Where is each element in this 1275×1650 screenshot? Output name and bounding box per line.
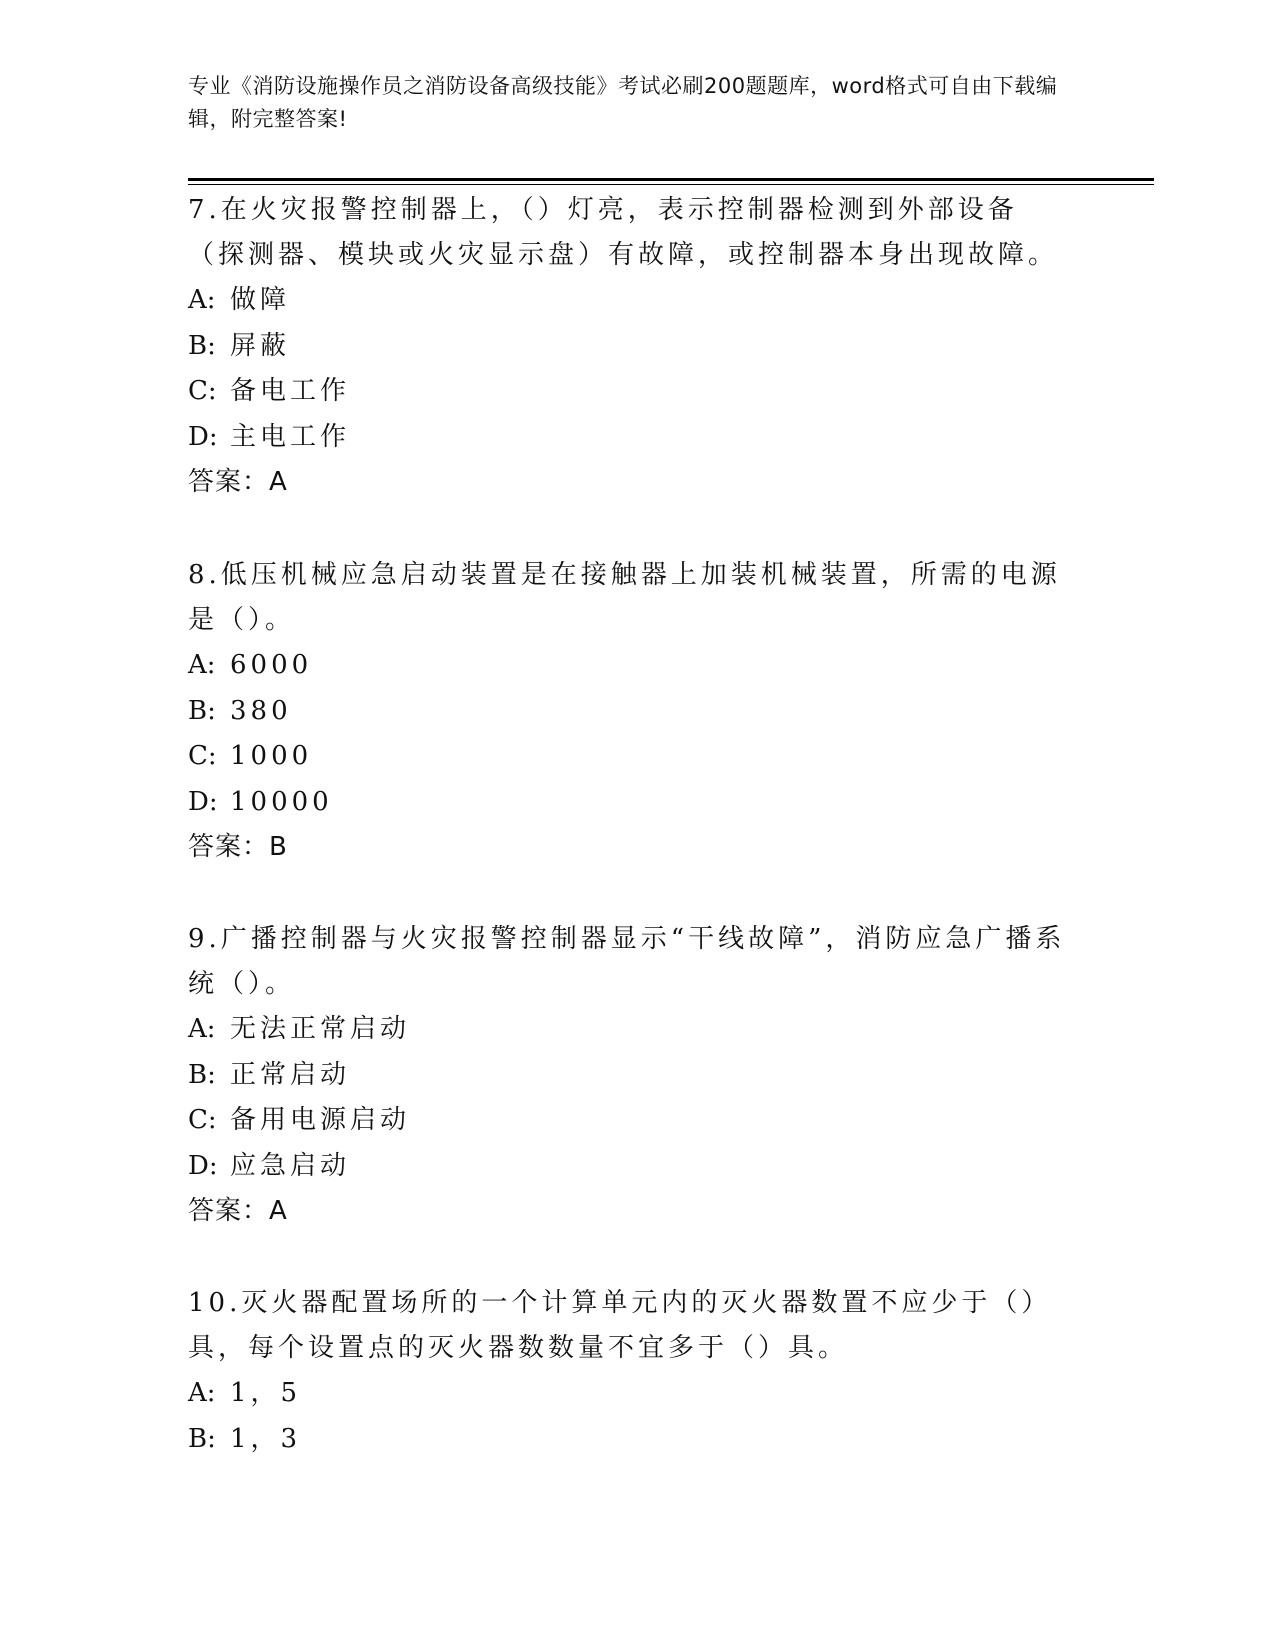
option-text: 1000 <box>230 741 313 771</box>
option-text: 6000 <box>230 650 313 680</box>
question-text: 9.广播控制器与火灾报警控制器显示“干线故障”，消防应急广播系统（）。 <box>188 924 1066 999</box>
option-text: 应急启动 <box>230 1150 351 1181</box>
option-text: 1，5 <box>230 1378 302 1408</box>
option-text: 备用电源启动 <box>230 1105 411 1135</box>
option-a <box>188 643 1068 689</box>
question-7 <box>188 188 1068 505</box>
option-text: 1，3 <box>230 1423 302 1454</box>
question-text: 7.在火灾报警控制器上，（）灯亮，表示控制器检测到外部设备（探测器、模块或火灾显示盘）有故障，或控制器本身出现故障。 <box>188 195 1059 270</box>
option-b <box>188 324 1068 370</box>
answer-line: 答案：A <box>188 467 288 497</box>
header-rule-thin <box>188 184 1154 185</box>
option-text: 10000 <box>230 786 333 817</box>
question-10 <box>188 1281 1068 1462</box>
option-label: C: <box>188 376 217 406</box>
option-text: 做障 <box>230 285 291 315</box>
question-text: 10.灭火器配置场所的一个计算单元内的灭火器数置不应少于（）具，每个设置点的灭火器数数量不宜多于（）具。 <box>188 1288 1052 1363</box>
option-text: 无法正常启动 <box>230 1014 411 1044</box>
option-text: 主电工作 <box>230 421 351 452</box>
option-label: D: <box>188 421 218 452</box>
option-b <box>188 689 1068 735</box>
option-label: B: <box>188 1059 216 1090</box>
option-label: A: <box>188 285 216 315</box>
question-9 <box>188 917 1068 1234</box>
option-c <box>188 1098 1068 1144</box>
option-d <box>188 780 1068 826</box>
option-a <box>188 1007 1068 1053</box>
option-label: B: <box>188 330 216 361</box>
option-label: B: <box>188 1423 216 1454</box>
question-8 <box>188 553 1068 870</box>
option-text: 屏蔽 <box>230 330 291 361</box>
document-header: 专业《消防设施操作员之消防设备高级技能》考试必刷200题题库，word格式可自由下载编辑，附完整答案! <box>188 74 1058 131</box>
option-c <box>188 734 1068 780</box>
option-text: 备电工作 <box>230 376 351 406</box>
option-label: D: <box>188 786 218 817</box>
option-a <box>188 1371 1068 1417</box>
option-label: A: <box>188 1378 216 1408</box>
answer-line: 答案：A <box>188 1196 288 1226</box>
option-b <box>188 1053 1068 1099</box>
option-label: A: <box>188 1014 216 1044</box>
header-rule-thick <box>188 178 1154 181</box>
question-text: 8.低压机械应急启动装置是在接触器上加装机械装置，所需的电源是（）。 <box>188 560 1061 635</box>
option-label: C: <box>188 741 217 771</box>
option-text: 正常启动 <box>230 1059 351 1090</box>
option-label: C: <box>188 1105 217 1135</box>
option-text: 380 <box>230 695 292 726</box>
option-label: B: <box>188 695 216 726</box>
answer-line: 答案：B <box>188 832 288 862</box>
option-b <box>188 1417 1068 1463</box>
option-label: A: <box>188 650 216 680</box>
option-d <box>188 1144 1068 1190</box>
option-label: D: <box>188 1150 218 1181</box>
option-c <box>188 369 1068 415</box>
option-a <box>188 278 1068 324</box>
option-d <box>188 415 1068 461</box>
